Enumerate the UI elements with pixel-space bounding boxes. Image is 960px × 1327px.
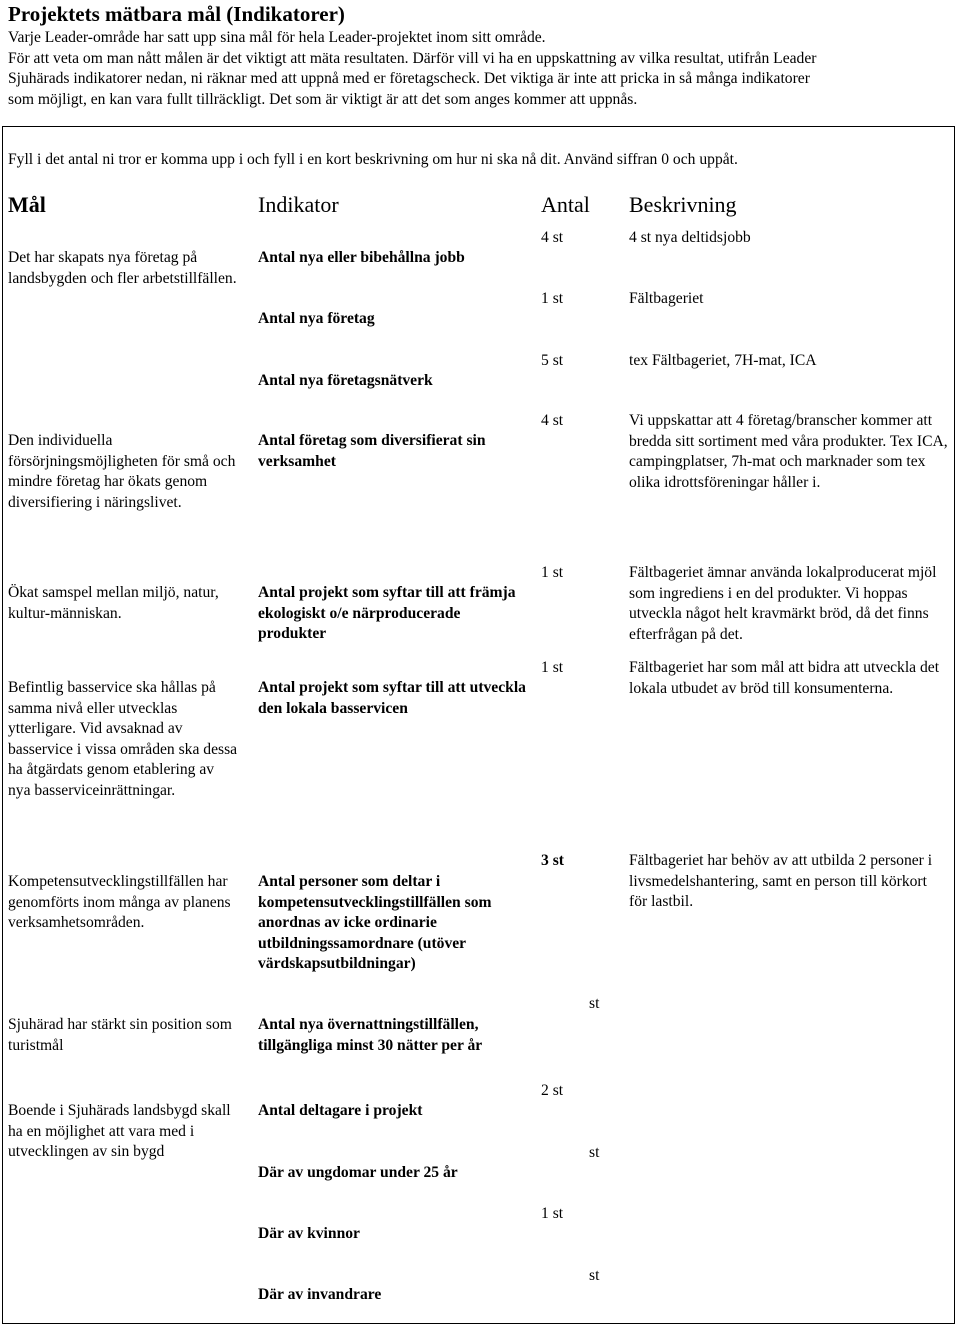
count-field[interactable]: 1 st: [541, 1205, 564, 1222]
description-field[interactable]: Fältbageriet ämnar använda lokalproducerat mjöl som ingrediens i en del produkter. Vi hoppas utveckla något helt kravmärkt bröd, då det finns efterfrågan på det.: [629, 564, 937, 643]
description-field[interactable]: Fältbageriet: [629, 290, 704, 307]
indicator-label: Där av kvinnor: [258, 1225, 360, 1242]
indicator-label: Antal personer som deltar i kompetensutvecklingstillfällen som anordnas av icke ordinarie utbildningssamordnare (utöver värdskapsutbildningar): [258, 873, 492, 972]
goal-text: Sjuhärad har stärkt sin position som turistmål: [8, 1016, 232, 1054]
indicator-label: Antal projekt som syftar till att utveckla den lokala basservicen: [258, 679, 526, 717]
indicator-label: Antal nya företagsnätverk: [258, 372, 433, 389]
count-field[interactable]: 4 st: [541, 229, 564, 246]
indicator-label: Antal nya eller bibehållna jobb: [258, 249, 465, 266]
header-indicator: Indikator: [258, 192, 339, 217]
goal-text: Kompetensutvecklingstillfällen har genomförts inom många av planens verksamhetsområden.: [8, 873, 231, 931]
description-field[interactable]: Fältbageriet har som mål att bidra att utveckla det lokala utbudet av bröd till konsumenterna.: [629, 659, 940, 697]
header-description: Beskrivning: [629, 192, 737, 217]
goal-text: Befintlig basservice ska hållas på samma nivå eller utvecklas ytterligare. Vid avsaknad av basservice i vissa områden ska dessa ha åtgärdats genom etablering av nya basserviceinrättningar.: [8, 679, 238, 799]
indicator-label: Antal nya övernattningstillfällen, tillgängliga minst 30 nätter per år: [258, 1016, 483, 1054]
goal-text: Den individuella försörjningsmöjligheten för små och mindre företag har ökats genom diversifiering i näringslivet.: [8, 432, 236, 511]
description-field[interactable]: Fältbageriet har behöv av att utbilda 2 personer i livsmedelshantering, samt en person till körkort för lastbil.: [629, 852, 933, 910]
instruction-text: Fyll i det antal ni tror er komma upp i och fyll i en kort beskrivning om hur ni ska nå dit. Använd siffran 0 och uppåt.: [8, 151, 738, 168]
goal-text: Ökat samspel mellan miljö, natur, kultur-människan.: [8, 584, 219, 622]
intro-line: Sjuhärads indikatorer nedan, ni räknar med att uppnå med er företagscheck. Det viktiga är inte att pricka in så många indikatorer: [8, 70, 810, 87]
count-field[interactable]: 1 st: [541, 659, 564, 676]
indicator-label: Antal projekt som syftar till att främja ekologiskt o/e närproducerade produkter: [258, 584, 516, 642]
header-goal: Mål: [8, 192, 46, 217]
count-field[interactable]: 2 st: [541, 1082, 564, 1099]
intro-text: [8, 28, 953, 110]
page-title: Projektets mätbara mål (Indikatorer): [8, 2, 345, 26]
goal-text: Det har skapats nya företag på landsbygden och fler arbetstillfällen.: [8, 249, 237, 287]
description-field[interactable]: tex Fältbageriet, 7H-mat, ICA: [629, 352, 817, 369]
count-field[interactable]: 1 st: [541, 290, 564, 307]
count-field[interactable]: 4 st: [541, 412, 564, 429]
intro-line: För att veta om man nått målen är det viktigt att mäta resultaten. Därför vill vi ha en uppskattning av vilka resultat, utifrån Leader: [8, 49, 817, 67]
description-field[interactable]: Vi uppskattar att 4 företag/branscher kommer att bredda sitt sortiment med våra produkter. Tex ICA, campingplatser, 7h-mat och marknader som tex olika idrottsföreningar håller i.: [629, 412, 948, 491]
count-field[interactable]: 3 st: [541, 852, 564, 869]
count-field[interactable]: 1 st: [541, 564, 564, 581]
indicator-label: Antal deltagare i projekt: [258, 1102, 423, 1119]
intro-line: Varje Leader-område har satt upp sina mål för hela Leader-projektet inom sitt område.: [8, 29, 546, 46]
count-field[interactable]: st: [589, 995, 600, 1012]
header-count: Antal: [541, 192, 590, 217]
indicator-label: Antal nya företag: [258, 310, 375, 327]
indicator-label: Antal företag som diversifierat sin verksamhet: [258, 432, 486, 470]
count-field[interactable]: st: [589, 1144, 600, 1161]
indicator-label: Där av ungdomar under 25 år: [258, 1164, 458, 1181]
intro-line: som möjligt, en kan vara fullt tillräckligt. Det som är viktigt är att det som anges kommer att uppnås.: [8, 90, 638, 108]
count-field[interactable]: st: [589, 1267, 600, 1284]
indicator-label: Där av invandrare: [258, 1286, 382, 1303]
count-field[interactable]: 5 st: [541, 352, 564, 369]
goal-text: Boende i Sjuhärads landsbygd skall ha en möjlighet att vara med i utvecklingen av sin bygd: [8, 1102, 231, 1160]
description-field[interactable]: 4 st nya deltidsjobb: [629, 229, 751, 246]
